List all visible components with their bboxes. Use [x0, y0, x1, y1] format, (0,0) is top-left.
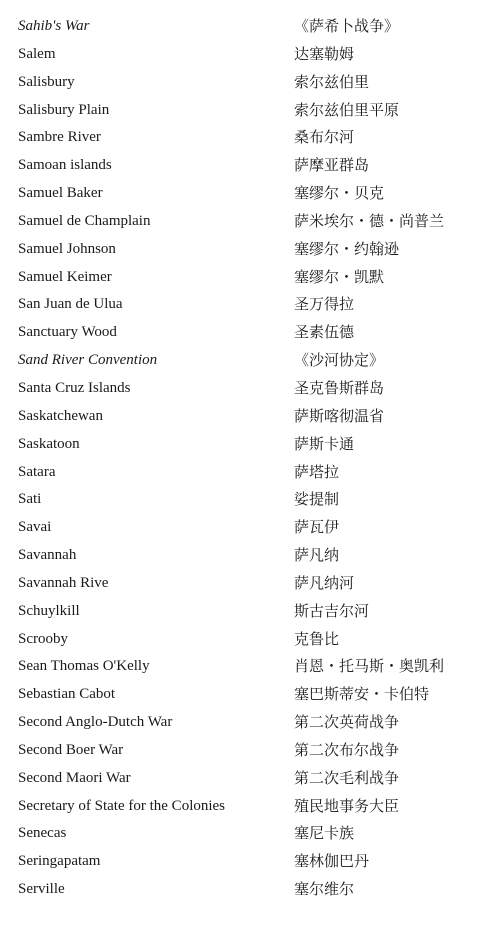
glossary-entry — [0, 514, 488, 542]
glossary-entry — [0, 403, 488, 431]
chinese-translation: 塞缪尔・约翰逊 — [294, 239, 400, 258]
english-term: Samuel Baker — [18, 185, 103, 202]
english-term: Sati — [18, 491, 42, 508]
english-term: Satara — [18, 463, 56, 480]
chinese-translation: 圣素伍德 — [294, 323, 355, 342]
chinese-translation: 肖恩・托马斯・奥凯利 — [294, 657, 445, 676]
english-term: Salisbury — [18, 73, 75, 90]
chinese-translation: 萨凡纳河 — [294, 573, 355, 592]
english-term: Seringapatam — [18, 853, 101, 870]
glossary-entry — [0, 876, 488, 904]
chinese-translation: 殖民地事务大臣 — [294, 796, 400, 815]
chinese-translation: 萨塔拉 — [294, 462, 340, 481]
chinese-translation: 塞缪尔・凯默 — [294, 267, 385, 286]
chinese-translation: 塞缪尔・贝克 — [294, 184, 385, 203]
glossary-entry — [0, 542, 488, 570]
english-term: Sean Thomas O'Kelly — [18, 658, 150, 675]
english-term: Schuylkill — [18, 602, 80, 619]
glossary-entry — [0, 97, 488, 125]
chinese-translation: 《萨希卜战争》 — [294, 17, 400, 35]
glossary-entry — [0, 124, 488, 152]
glossary-entry — [0, 598, 488, 626]
english-term: Savannah — [18, 547, 77, 564]
english-term: Sahib's War — [18, 18, 90, 34]
glossary-entry — [0, 180, 488, 208]
chinese-translation: 达塞勒姆 — [294, 44, 355, 63]
glossary-entry — [0, 626, 488, 654]
glossary-entry — [0, 820, 488, 848]
chinese-translation: 第二次英荷战争 — [294, 713, 400, 732]
english-term: Savai — [18, 519, 52, 536]
chinese-translation: 克鲁比 — [294, 629, 340, 648]
glossary-entry — [0, 375, 488, 403]
chinese-translation: 斯古吉尔河 — [294, 601, 370, 620]
glossary-entry — [0, 236, 488, 264]
chinese-translation: 《沙河协定》 — [294, 351, 385, 370]
english-term: Serville — [18, 881, 65, 898]
english-term: Savannah Rive — [18, 574, 109, 591]
glossary-entry — [0, 653, 488, 681]
glossary-entry — [0, 737, 488, 765]
english-term: Scrooby — [18, 630, 68, 647]
english-term: Second Boer War — [18, 741, 124, 758]
english-term: Secretary of State for the Colonies — [18, 797, 226, 814]
glossary-entry — [0, 264, 488, 292]
chinese-translation: 萨瓦伊 — [294, 518, 340, 537]
english-term: Salem — [18, 45, 56, 62]
glossary-entry — [0, 793, 488, 821]
english-term: Santa Cruz Islands — [18, 379, 131, 396]
glossary-entry — [0, 208, 488, 236]
chinese-translation: 圣万得拉 — [294, 295, 355, 314]
glossary-entry — [0, 13, 488, 41]
chinese-translation: 塞尼卡族 — [294, 824, 355, 843]
chinese-translation: 塞巴斯蒂安・卡伯特 — [294, 685, 430, 704]
chinese-translation: 索尔兹伯里 — [294, 72, 370, 91]
english-term: Samuel Johnson — [18, 240, 116, 257]
english-term: Salisbury Plain — [18, 101, 110, 118]
english-term: Sand River Convention — [18, 352, 158, 369]
english-term: Second Anglo-Dutch War — [18, 714, 173, 731]
english-term: Samuel de Champlain — [18, 212, 151, 229]
glossary-entry — [0, 459, 488, 487]
english-term: Saskatoon — [18, 435, 80, 452]
glossary-entry — [0, 69, 488, 97]
glossary-entry — [0, 848, 488, 876]
chinese-translation: 娑提制 — [294, 490, 340, 509]
glossary-entry — [0, 570, 488, 598]
english-term: Sambre River — [18, 129, 101, 146]
chinese-translation: 萨凡纳 — [294, 546, 340, 565]
glossary-list — [0, 13, 488, 904]
english-term: Samuel Keimer — [18, 268, 112, 285]
glossary-entry — [0, 431, 488, 459]
english-term: Sebastian Cabot — [18, 686, 116, 703]
glossary-entry — [0, 41, 488, 69]
glossary-entry — [0, 709, 488, 737]
chinese-translation: 第二次毛利战争 — [294, 768, 400, 787]
glossary-entry — [0, 347, 488, 375]
english-term: San Juan de Ulua — [18, 296, 123, 313]
chinese-translation: 塞尔维尔 — [294, 880, 355, 899]
chinese-translation: 萨米埃尔・德・尚普兰 — [294, 211, 445, 230]
chinese-translation: 塞林伽巴丹 — [294, 852, 370, 871]
glossary-entry — [0, 681, 488, 709]
chinese-translation: 萨斯喀彻温省 — [294, 406, 385, 425]
english-term: Saskatchewan — [18, 407, 103, 424]
glossary-entry — [0, 486, 488, 514]
chinese-translation: 桑布尔河 — [294, 128, 355, 147]
glossary-entry — [0, 291, 488, 319]
chinese-translation: 圣克鲁斯群岛 — [294, 378, 385, 397]
english-term: Samoan islands — [18, 157, 112, 174]
chinese-translation: 索尔兹伯里平原 — [294, 100, 400, 119]
chinese-translation: 第二次布尔战争 — [294, 740, 400, 759]
glossary-entry — [0, 152, 488, 180]
glossary-entry — [0, 765, 488, 793]
chinese-translation: 萨斯卡通 — [294, 434, 355, 453]
english-term: Second Maori War — [18, 769, 131, 786]
glossary-entry — [0, 319, 488, 347]
chinese-translation: 萨摩亚群岛 — [294, 156, 370, 175]
english-term: Sanctuary Wood — [18, 324, 117, 341]
english-term: Senecas — [18, 825, 67, 842]
